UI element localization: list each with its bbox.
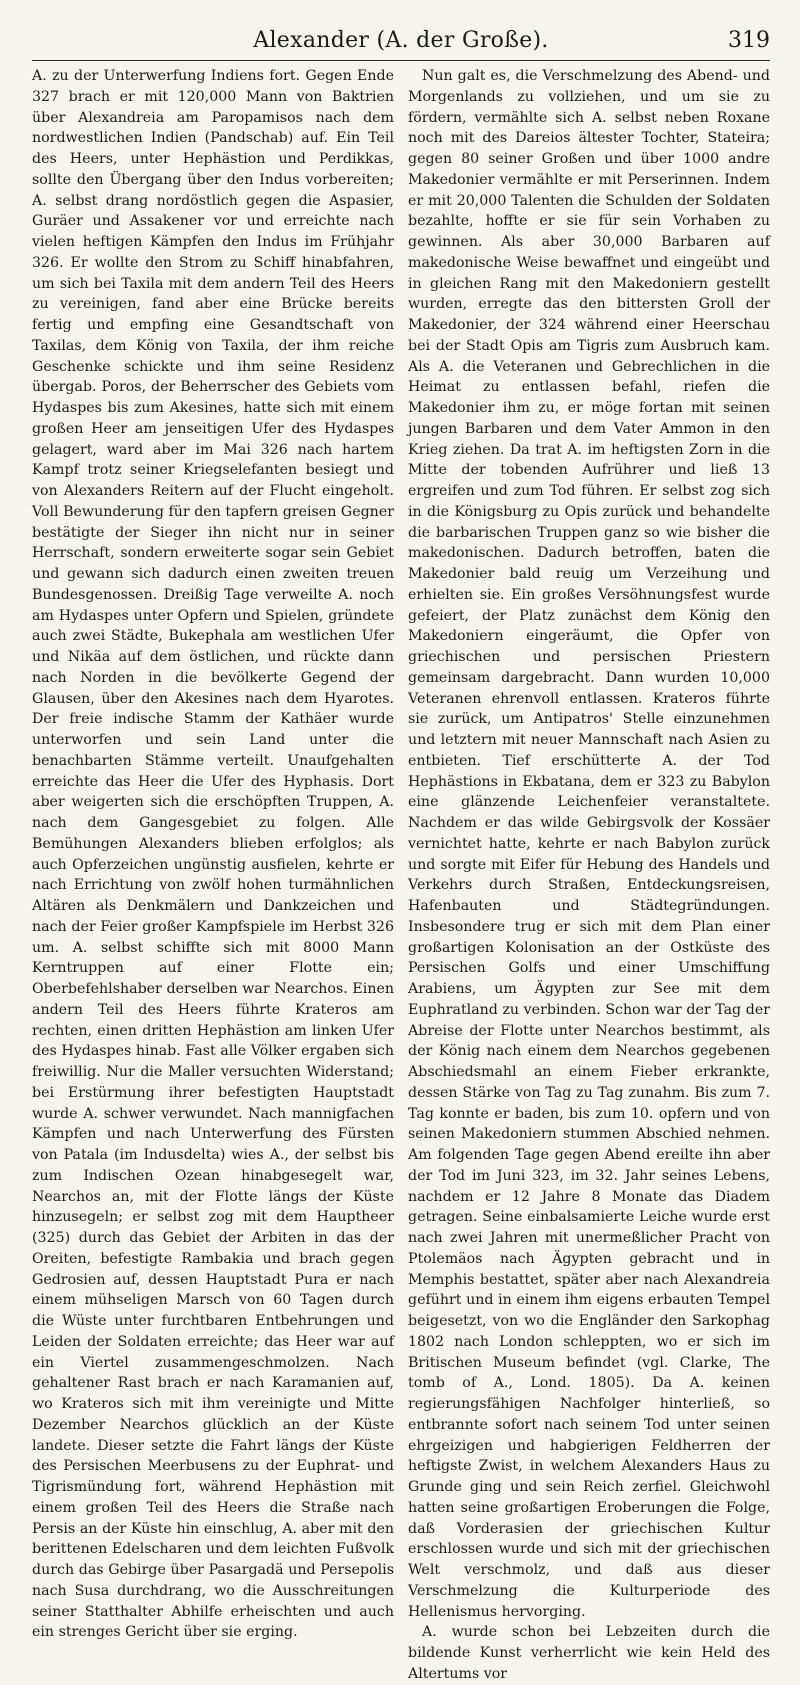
paragraph: A. wurde schon bei Lebzeiten durch die bildende Kunst verherrlicht wie kein Held des Altertums vor: [408, 1624, 770, 1682]
paragraph: A. zu der Unterwerfung Indiens fort. Gegen Ende 327 brach er mit 120,000 Mann von Baktrien über Alexandreia am Paropamisos nach dem nordwestlichen Indien (Pandschab) auf. Ein Teil des Heers, unter Hephästion und Perdikkas, sollte den Übergang über den Indus vorbereiten; A. selbst drang nordöstlich gegen die Aspasier, Guräer und Assakener vor und erreichte nach vielen heftigen Kämpfen den Indus im Frühjahr 326. Er wollte den Strom zu Schiff hinabfahren, um sich bei Taxila mit dem andern Teil des Heers zu vereinigen, fand aber eine Brücke bereits fertig und empfing eine Gesandtschaft von Taxilas, dem König von Taxila, der ihm reiche Geschenke schickte und ihm seine Residenz übergab. Poros, der Beherrscher des Gebiets vom Hydaspes bis zum Akesines, hatte sich mit einem großen Heer am jenseitigen Ufer des Hydaspes gelagert, ward aber im Mai 326 nach hartem Kampf trotz seiner Kriegselefanten besiegt und von Alexanders Reitern auf der Flucht eingeholt. Voll Bewunderung für den tapfern greisen Gegner bestätigte der Sieger ihn nicht nur in seiner Herrschaft, sondern erweiterte sogar sein Gebiet und gewann sich dadurch einen zweiten treuen Bundesgenossen. Dreißig Tage verweilte A. noch am Hydaspes unter Opfern und Spielen, gründete auch zwei Städte, Bukephala am westlichen Ufer und Nikäa auf dem östlichen, und rückte dann nach Norden in die bevölkerte Gegend der Glausen, über den Akesines nach dem Hyarotes. Der freie indische Stamm der Kathäer wurde unterworfen und sein Land unter die benachbarten Stämme verteilt. Unaufgehalten erreichte das Heer die Ufer des Hyphasis. Dort aber weigerten sich die erschöpften Truppen, A. nach dem Gangesgebiet zu folgen. Alle Bemühungen Alexanders blieben erfolglos; als auch Opferzeichen ungünstig ausfielen, kehrte er nach Errichtung von zwölf hohen turmähnlichen Altären als Denkmälern und Dankzeichen und nach der Feier großer Kampfspiele im Herbst 326 um. A. selbst schiffte sich mit 8000 Mann Kerntruppen auf einer Flotte ein; Oberbefehlshaber derselben war Nearchos. Einen andern Teil des Heers führte Krateros am rechten, einen dritten Hephästion am linken Ufer des Hydaspes hinab. Fast alle Völker ergaben sich freiwillig. Nur die Maller versuchten Widerstand; bei Erstürmung ihrer befestigten Hauptstadt wurde A. schwer verwundet. Nach mannigfachen Kämpfen und nach Unterwerfung des Fürsten von Patala (im Indusdelta) wies A., der selbst bis zum Indischen Ozean hinabgesegelt war, Nearchos an, mit der Flotte längs der Küste hinzusegeln; er selbst zog mit dem Hauptheer (325) durch das Gebiet der Arbiten in das der Oreiten, befestigte Rambakia und brach gegen Gedrosien auf, dessen Hauptstadt Pura er nach einem mühseligen Marsch von 60 Tagen durch die Wüste unter furchtbaren Entbehrungen und Leiden der Soldaten erreichte; das Heer war auf ein Viertel zusammengeschmolzen. Nach gehaltener Rast brach er nach Karamanien auf, wo Krateros sich mit ihm vereinigte und Mitte Dezember Nearchos glücklich an der Küste landete. Dieser setzte die Fahrt längs der Küste des Persischen Meerbusens zu der Euphrat- und Tigrismündung fort, während Hephästion mit einem großen Teil des Heers die Straße nach Persis an der Küste hin einschlug, A. aber mit den berittenen Edelscharen und dem leichten Fußvolk durch das Gebirge über Pasargadä und Persepolis nach Susa durchdrang, wo die Ausschreitungen seiner Statthalter Abhilfe erheischten und auch ein strenges Gericht über sie erging.: [32, 68, 394, 1641]
text-columns: [32, 66, 770, 1682]
page-number: 319: [728, 28, 770, 53]
right-column: [408, 66, 770, 1682]
running-title: Alexander (A. der Große).: [253, 28, 549, 53]
page-header: [32, 26, 770, 61]
paragraph: Nun galt es, die Verschmelzung des Abend- und Morgenlands zu vollziehen, und um sie zu fördern, vermählte sich A. selbst neben Roxane noch mit des Dareios ältester Tochter, Stateira; gegen 80 seiner Großen und über 1000 andre Makedonier vermählte er mit Perserinnen. Indem er mit 20,000 Talenten die Schulden der Soldaten bezahlte, hoffte er sie für sein Vorhaben zu gewinnen. Als aber 30,000 Barbaren auf makedonische Weise bewaffnet und eingeübt und in gleichen Rang mit den Makedoniern gestellt wurden, erregte das den bittersten Groll der Makedonier, der 324 während einer Heerschau bei der Stadt Opis am Tigris zum Ausbruch kam. Als A. die Veteranen und Gebrechlichen in die Heimat zu entlassen befahl, riefen die Makedonier ihm zu, er möge fortan mit seinen jungen Barbaren und dem Vater Ammon in den Krieg ziehen. Da trat A. im heftigsten Zorn in die Mitte der tobenden Aufrührer und ließ 13 ergreifen und zum Tod führen. Er selbst zog sich in die Königsburg zu Opis zurück und behandelte die barbarischen Truppen ganz so wie bisher die makedonischen. Dadurch betroffen, baten die Makedonier bald reuig um Verzeihung und erhielten sie. Ein großes Versöhnungsfest wurde gefeiert, der Platz zunächst dem König den Makedoniern eingeräumt, die Opfer von griechischen und persischen Priestern gemeinsam dargebracht. Dann wurden 10,000 Veteranen ehrenvoll entlassen. Krateros führte sie zurück, um Antipatros' Stelle einzunehmen und letztern mit neuer Mannschaft nach Asien zu entbieten. Tief erschütterte A. der Tod Hephästions in Ekbatana, dem er 323 zu Babylon eine glänzende Leichenfeier veranstaltete. Nachdem er das wilde Gebirgsvolk der Kossäer vernichtet hatte, kehrte er nach Babylon zurück und sorgte mit Eifer für Hebung des Handels und Verkehrs durch Straßen, Entdeckungsreisen, Hafenbauten und Städtegründungen. Insbesondere trug er sich mit dem Plan einer großartigen Kolonisation an der Ostküste des Persischen Golfs und einer Umschiffung Arabiens, um Ägypten zur See mit dem Euphratland zu verbinden. Schon war der Tag der Abreise der Flotte unter Nearchos bestimmt, als der König nach einem dem Nearchos gegebenen Abschiedsmahl an einem Fieber erkrankte, dessen Stärke von Tag zu Tag zunahm. Bis zum 7. Tag konnte er baden, bis zum 10. opfern und von seinen Makedoniern stummen Abschied nehmen. Am folgenden Tage gegen Abend ereilte ihn aber der Tod im Juni 323, im 32. Jahr seines Lebens, nachdem er 12 Jahre 8 Monate das Diadem getragen. Seine einbalsamierte Leiche wurde erst nach zwei Jahren mit unermeßlicher Pracht von Ptolemäos nach Ägypten gebracht und in Memphis bestattet, später aber nach Alexandreia geführt und in einem ihm eigens erbauten Tempel beigesetzt, von wo die Engländer den Sarkophag 1802 nach London schleppten, wo er sich im Britischen Museum befindet (vgl. Clarke, The tomb of A., Lond. 1805). Da A. keinen regierungsfähigen Nachfolger hinterließ, so entbrannte sofort nach seinem Tod unter seinen ehrgeizigen und habgierigen Feldherren der heftigste Zwist, in welchem Alexanders Haus zu Grunde ging und sein Reich zerfiel. Gleichwohl hatten seine großartigen Eroberungen die Folge, daß Vorderasien der griechischen Kultur erschlossen wurde und sich mit der griechischen Welt verschmolz, und daß aus dieser Verschmelzung die Kulturperiode des Hellenismus hervorging.: [408, 68, 770, 1620]
left-column: [32, 66, 394, 1641]
